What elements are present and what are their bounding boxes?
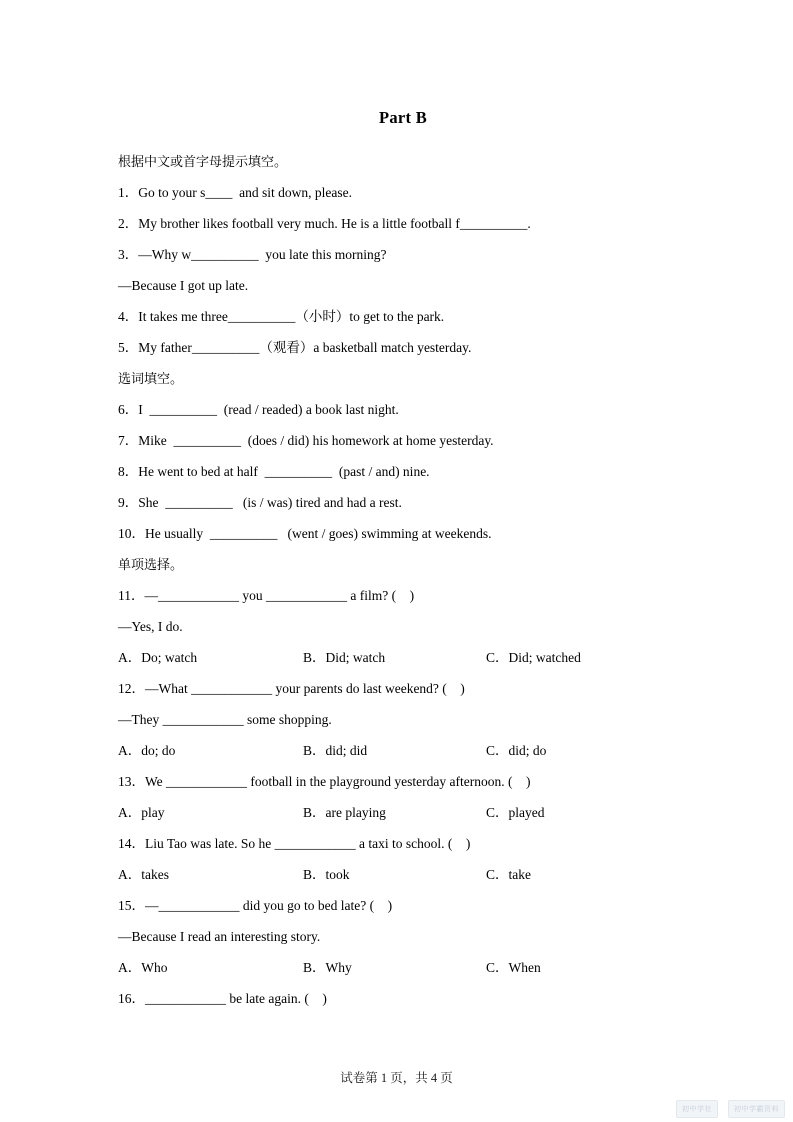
option-row [118, 735, 688, 766]
instruction-line: 根据中文或首字母提示填空。 [118, 154, 288, 169]
question-line: 2．My brother likes football very much. He is a little football f__________. [118, 216, 531, 231]
option-c[interactable]: C．Did; watched [486, 650, 581, 665]
instruction-line: 选词填空。 [118, 371, 184, 386]
watermark-label-1: 初中学社 [676, 1100, 718, 1118]
question-line: 9．She __________ (is / was) tired and had a rest. [118, 495, 402, 510]
question-line: 13．We ____________ football in the playground yesterday afternoon. ( ) [118, 774, 531, 789]
watermark [676, 1100, 785, 1118]
option-row [118, 797, 688, 828]
option-a[interactable]: A．play [118, 805, 165, 820]
option-b[interactable]: B．Did; watch [303, 650, 386, 665]
option-row [118, 859, 688, 890]
question-line: 11．—____________ you ____________ a film? ( ) [118, 588, 415, 603]
page-title: Part B [378, 108, 428, 127]
question-line: 5．My father__________（观看）a basketball match yesterday. [118, 340, 472, 355]
option-a[interactable]: A．Who [118, 960, 168, 975]
question-line: 14．Liu Tao was late. So he ____________ a taxi to school. ( ) [118, 836, 471, 851]
option-row [118, 642, 688, 673]
option-b[interactable]: B．took [303, 867, 350, 882]
question-line: 8．He went to bed at half __________ (past / and) nine. [118, 464, 430, 479]
question-line: 4．It takes me three__________（小时）to get to the park. [118, 309, 445, 324]
option-b[interactable]: B．did; did [303, 743, 368, 758]
question-line: 6．I __________ (read / readed) a book last night. [118, 402, 399, 417]
question-line: 3．—Why w__________ you late this morning? [118, 247, 387, 262]
question-line: 15．—____________ did you go to bed late? ( ) [118, 898, 393, 913]
answer-line: —Because I got up late. [118, 278, 249, 293]
option-c[interactable]: C．played [486, 805, 545, 820]
question-line: 1．Go to your s____ and sit down, please. [118, 185, 352, 200]
question-line: 16．____________ be late again. ( ) [118, 991, 327, 1006]
option-row [118, 952, 688, 983]
answer-line: —Yes, I do. [118, 619, 183, 634]
instruction-line: 单项选择。 [118, 557, 184, 572]
option-b[interactable]: B．Why [303, 960, 352, 975]
option-b[interactable]: B．are playing [303, 805, 386, 820]
option-c[interactable]: C．did; do [486, 743, 547, 758]
option-a[interactable]: A．Do; watch [118, 650, 198, 665]
question-line: 12．—What ____________ your parents do last weekend? ( ) [118, 681, 465, 696]
answer-line: —Because I read an interesting story. [118, 929, 321, 944]
question-line: 10．He usually __________ (went / goes) swimming at weekends. [118, 526, 492, 541]
page-footer: 试卷第 1 页，共 4 页 [340, 1071, 453, 1085]
option-a[interactable]: A．do; do [118, 743, 176, 758]
answer-line: —They ____________ some shopping. [118, 712, 332, 727]
watermark-label-2: 初中学霸资料 [728, 1100, 785, 1118]
question-line: 7．Mike __________ (does / did) his homework at home yesterday. [118, 433, 494, 448]
option-c[interactable]: C．take [486, 867, 531, 882]
option-c[interactable]: C．When [486, 960, 541, 975]
option-a[interactable]: A．takes [118, 867, 169, 882]
